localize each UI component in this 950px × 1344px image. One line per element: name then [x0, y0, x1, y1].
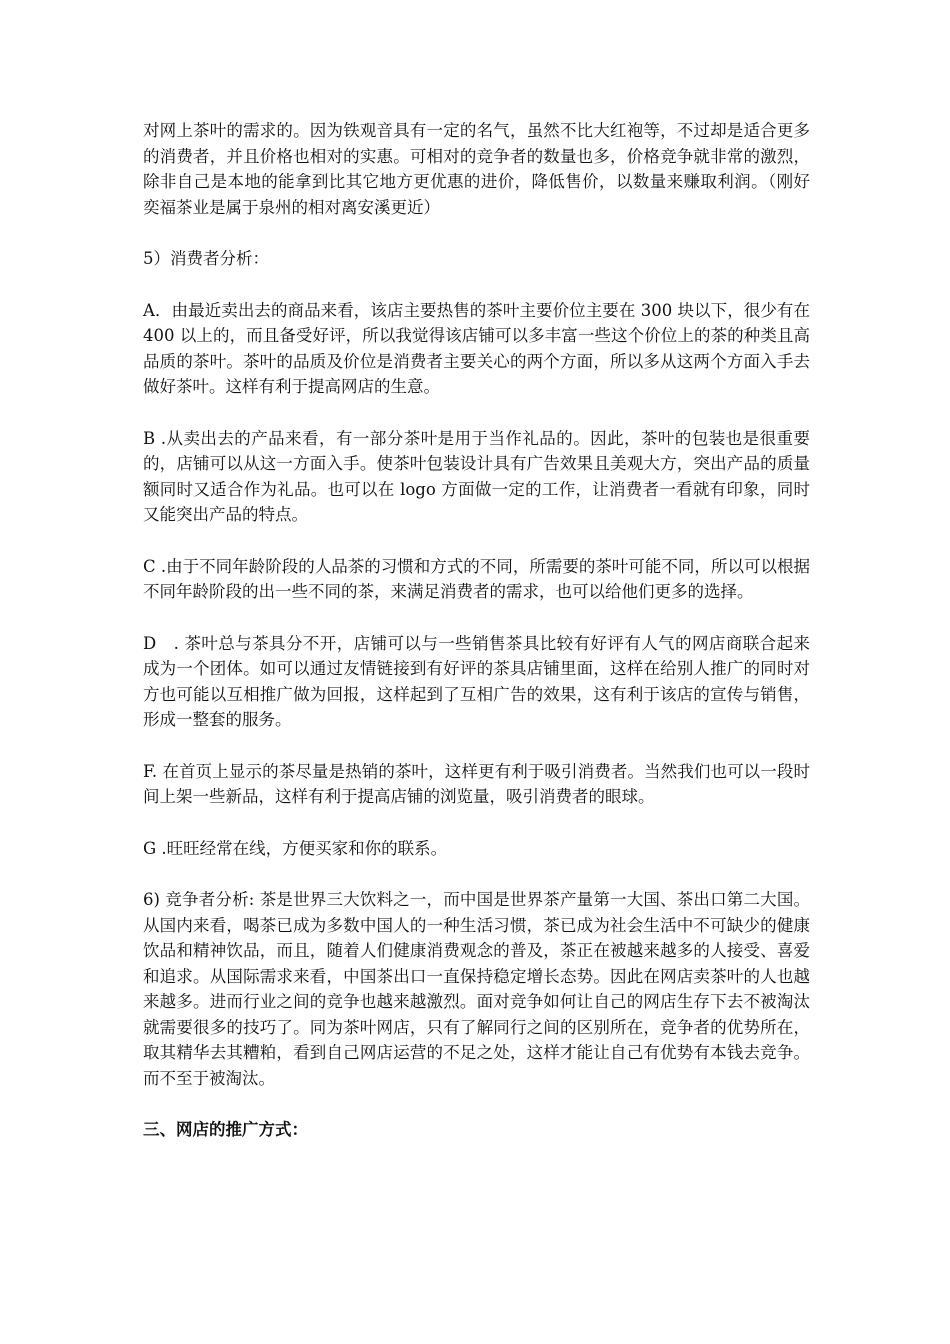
paragraph-item-d: D . 茶叶总与茶具分不开，店铺可以与一些销售茶具比较有好评有人气的网店商联合起来成为一个团体。如可以通过友情链接到有好评的茶具店铺里面，这样在给别人推广的同时对方也可能以互相推广做为回报，这样起到了互相广告的效果，这有利于该店的宣传与销售，形成一整套的服务。: [143, 633, 810, 729]
paragraph-item-b: B .从卖出去的产品来看，有一部分茶叶是用于当作礼品的。因此，茶叶的包装也是很重要的，店铺可以从这一方面入手。使茶叶包装设计具有广告效果且美观大方，突出产品的质量额同时又适合作为礼品。也可以在 logo 方面做一定的工作，让消费者一看就有印象，同时又能突出产品的特点。: [143, 428, 810, 524]
paragraph-item-f: F. 在首页上显示的茶尽量是热销的茶叶，这样更有利于吸引消费者。当然我们也可以一段时间上架一些新品，这样有利于提高店铺的浏览量，吸引消费者的眼球。: [143, 761, 810, 806]
paragraph-tieguanyin-demand: 对网上茶叶的需求的。因为铁观音具有一定的名气，虽然不比大红袍等，不过却是适合更多的消费者，并且价格也相对的实惠。可相对的竞争者的数量也多，价格竞争就非常的激烈，除非自己是本地的能拿到比其它地方更优惠的进价，降低售价，以数量来赚取利润。（刚好奕福茶业是属于泉州的相对离安溪更近）: [143, 121, 810, 217]
section-consumer-analysis-title: 5）消费者分析：: [143, 249, 269, 268]
document-body: [143, 118, 810, 1143]
paragraph-item-a: A．由最近卖出去的商品来看，该店主要热售的茶叶主要价位主要在 300 块以下，很少有在 400 以上的，而且备受好评，所以我觉得该店铺可以多丰富一些这个价位上的茶的种类且高品质的茶叶。茶叶的品质及价位是消费者主要关心的两个方面，所以多从这两个方面入手去做好茶叶。这样有利于提高网店的生意。: [143, 300, 810, 396]
paragraph-item-c: C .由于不同年龄阶段的人品茶的习惯和方式的不同，所需要的茶叶可能不同，所以可以根据不同年龄阶段的出一些不同的茶，来满足消费者的需求，也可以给他们更多的选择。: [143, 556, 810, 601]
section-heading-promotion: 三、网店的推广方式：: [143, 1120, 308, 1139]
paragraph-item-g: G .旺旺经常在线，方便买家和你的联系。: [143, 838, 448, 858]
paragraph-competitor-analysis: 6) 竞争者分析: 茶是世界三大饮料之一，而中国是世界茶产量第一大国、茶出口第二大国。从国内来看，喝茶已成为多数中国人的一种生活习惯，茶已成为社会生活中不可缺少的健康饮品和精神饮品，而且，随着人们健康消费观念的普及，茶正在被越来越多的人接受、喜爱和追求。从国际需求来看，中国茶出口一直保持稳定增长态势。因此在网店卖茶叶的人也越来越多。进而行业之间的竞争也越来越激烈。面对竞争如何让自己的网店生存下去不被淘汰就需要很多的技巧了。同为茶叶网店，只有了解同行之间的区别所在，竞争者的优势所在，取其精华去其糟粕，看到自己网店运营的不足之处，这样才能让自己有优势有本钱去竞争。而不至于被淘汰。: [143, 890, 810, 1088]
